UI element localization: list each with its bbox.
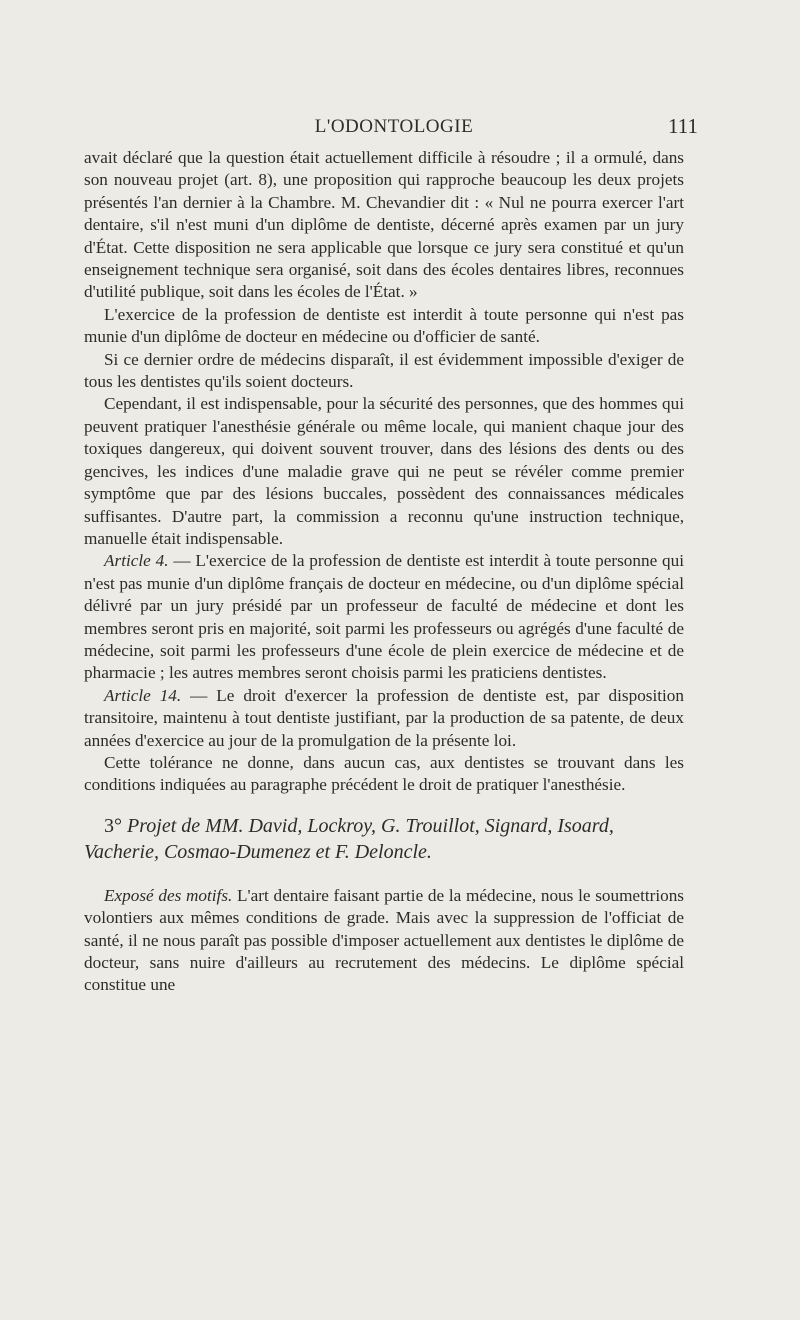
expose-text: L'art dentaire faisant partie de la médecine, nous le soumettrions volontiers aux mêmes conditions de grade. Mais avec la suppression de l'officiat de santé, il ne nous paraît pas possible d'imposer actuellement aux dentistes le diplôme de docteur, sans nuire d'ailleurs au recrutement des médecins. Le diplôme spécial constitue une bbox=[84, 885, 684, 995]
page-number: 111 bbox=[668, 114, 698, 138]
paragraph: avait déclaré que la question était actuellement difficile à résoudre ; il a ormulé, dans son nouveau projet (art. 8), une proposition qui rapproche beaucoup les deux projets présentés l'an dernier à la Chambre. M. Chevandier dit : « Nul ne pourra exercer l'art dentaire, s'il n'est muni d'un diplôme de dentiste, décerné après examen par un jury d'État. Cette disposition ne sera applicable que lorsque ce jury sera constitué et qu'un enseignement technique sera organisé, soit dans des écoles dentaires libres, reconnues d'utilité publique, soit dans les écoles de l'État. » bbox=[84, 148, 684, 302]
paragraph: Cependant, il est indispensable, pour la sécurité des personnes, que des hommes qui peuvent pratiquer l'anesthésie générale ou même locale, qui manient chaque jour des toxiques dangereux, qui doivent souvent trouver, dans des lésions des dents ou des gencives, les indices d'une maladie grave qui ne peut se révéler comme premier symptôme que par des lésions buccales, possèdent des connaissances médicales suffisantes. D'autre part, la commission a reconnu qu'une instruction technique, manuelle était indispensable. bbox=[84, 394, 684, 548]
article-14-label: Article 14. bbox=[104, 685, 182, 705]
paragraph: L'exercice de la profession de dentiste est interdit à toute personne qui n'est pas munie d'un diplôme de docteur en médecine ou d'officier de santé. bbox=[84, 304, 684, 347]
section-heading bbox=[84, 813, 684, 865]
running-title: L'ODONTOLOGIE bbox=[314, 116, 474, 137]
expose-label: Exposé des motifs. bbox=[104, 885, 233, 905]
section-number: 3° bbox=[104, 814, 122, 837]
page-header bbox=[90, 112, 698, 142]
body-text bbox=[84, 147, 684, 997]
article-4-text: — L'exercice de la profession de dentiste est interdit à toute personne qui n'est pas munie d'un diplôme français de docteur en médecine, ou d'un diplôme spécial délivré par un jury présidé par un professeur de faculté de médecine et dont les membres seront pris en majorité, soit parmi les professeurs ou agrégés d'une faculté de médecine, soit parmi les professeurs d'une école de plein exercice de médecine et de pharmacie ; les autres membres seront choisis parmi les praticiens dentistes. bbox=[84, 551, 684, 683]
article-4-label: Article 4. bbox=[104, 551, 169, 571]
paragraph: Cette tolérance ne donne, dans aucun cas, aux dentistes se trouvant dans les conditions indiquées au paragraphe précédent le droit de pratiquer l'anesthésie. bbox=[84, 752, 684, 795]
paragraph: Si ce dernier ordre de médecins disparaît, il est évidemment impossible d'exiger de tous les dentistes qu'ils soient docteurs. bbox=[84, 349, 684, 392]
section-title: Projet de MM. David, Lockroy, G. Trouillot, Signard, Isoard, Vacherie, Cosmao-Dumenez et F. Deloncle. bbox=[84, 814, 614, 863]
article-14-paragraph bbox=[84, 685, 684, 752]
expose-paragraph bbox=[84, 885, 684, 997]
article-4-paragraph bbox=[84, 550, 684, 684]
article-14-text: — Le droit d'exercer la profession de dentiste est, par disposition transitoire, maintenu à tout dentiste justifiant, par la production de sa patente, de deux années d'exercice au jour de la promulgation de la présente loi. bbox=[84, 685, 684, 750]
